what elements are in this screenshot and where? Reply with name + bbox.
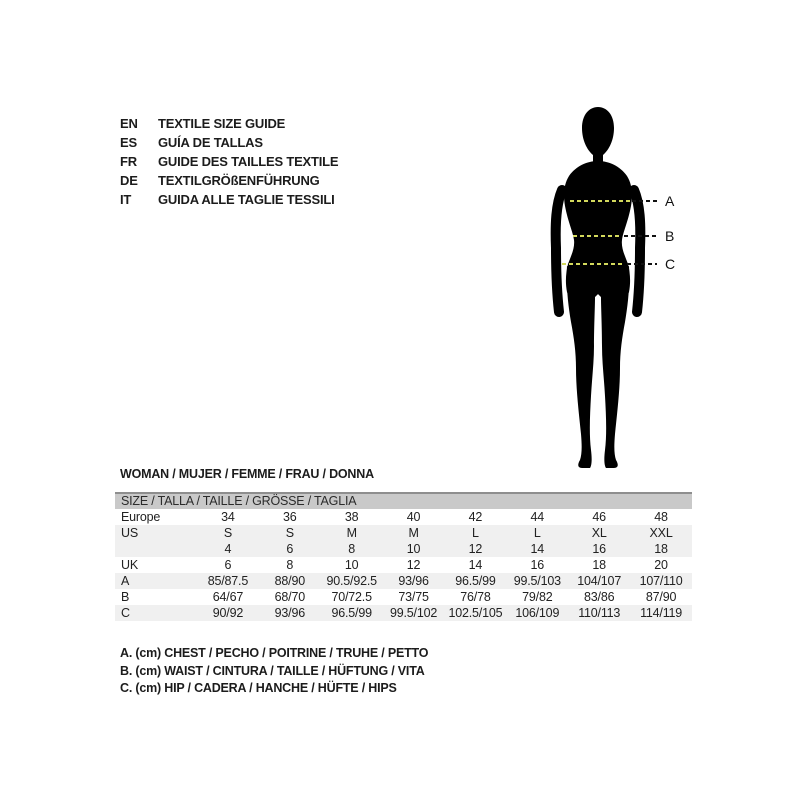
size-value: 93/96 — [274, 606, 305, 620]
size-value: 73/75 — [398, 590, 429, 604]
language-row — [120, 152, 338, 171]
size-table-row-a — [115, 573, 692, 589]
size-value: 90/92 — [212, 606, 244, 620]
language-row — [120, 190, 338, 209]
woman-silhouette — [543, 106, 653, 470]
size-value: XXL — [649, 526, 673, 540]
language-list — [120, 114, 338, 209]
size-value: 16 — [530, 558, 545, 572]
language-title: TEXTILGRÖßENFÜHRUNG — [158, 173, 320, 188]
row-label: C — [121, 606, 130, 620]
size-value: 12 — [406, 558, 421, 572]
size-value: 96.5/99 — [331, 606, 372, 620]
row-label: UK — [121, 558, 138, 572]
size-table-row-c — [115, 605, 692, 621]
size-value: 42 — [468, 510, 483, 524]
size-value: 6 — [286, 542, 294, 556]
size-value: S — [223, 526, 232, 540]
size-table-body — [115, 509, 692, 621]
size-table — [115, 492, 692, 621]
measurement-note: A. (cm) CHEST / PECHO / POITRINE / TRUHE / PETTO — [120, 646, 429, 660]
measure-line-b-extension — [624, 235, 657, 237]
size-value: 70/72.5 — [331, 590, 372, 604]
size-value: 87/90 — [645, 590, 677, 604]
size-value: 8 — [348, 542, 356, 556]
size-value: 110/113 — [578, 606, 621, 620]
language-title: GUIDA ALLE TAGLIE TESSILI — [158, 192, 335, 207]
measure-line-b-body — [573, 235, 622, 237]
gender-heading: WOMAN / MUJER / FEMME / FRAU / DONNA — [120, 467, 374, 481]
language-code: ES — [120, 135, 137, 150]
size-value: XL — [591, 526, 607, 540]
measure-label-a: A — [665, 193, 675, 209]
size-value: 14 — [468, 558, 483, 572]
size-value: 18 — [654, 542, 668, 556]
size-value: M — [408, 526, 419, 540]
row-label — [115, 541, 197, 557]
size-value: 8 — [286, 558, 294, 572]
size-value: 18 — [592, 558, 606, 572]
size-value: 64/67 — [212, 590, 244, 604]
size-value: 38 — [344, 510, 359, 524]
size-value: 85/87.5 — [207, 574, 249, 588]
size-table-row-us — [115, 525, 692, 541]
row-label: B — [121, 590, 130, 604]
size-table-row-europe — [115, 509, 692, 525]
measure-label-c: C — [665, 256, 675, 272]
size-table-header: SIZE / TALLA / TAILLE / GRÖSSE / TAGLIA — [115, 492, 692, 509]
size-value: 16 — [592, 542, 606, 556]
measure-line-c-body — [562, 263, 625, 265]
size-value: 106/109 — [515, 606, 560, 620]
size-value: 99.5/103 — [513, 574, 561, 588]
size-value: 114/119 — [640, 606, 683, 620]
size-value: 90.5/92.5 — [326, 574, 377, 588]
size-table-row-b — [115, 589, 692, 605]
size-value: 44 — [530, 510, 545, 524]
row-label: Europe — [121, 510, 161, 524]
size-value: 99.5/102 — [390, 606, 438, 620]
row-label: US — [121, 526, 138, 540]
language-code: IT — [120, 192, 132, 207]
language-row — [120, 114, 338, 133]
language-code: EN — [120, 116, 138, 131]
size-value: 79/82 — [522, 590, 553, 604]
size-value: S — [285, 526, 294, 540]
size-value: 46 — [592, 510, 606, 524]
language-title: TEXTILE SIZE GUIDE — [158, 116, 286, 131]
size-value: 107/110 — [639, 574, 683, 588]
size-value: 40 — [406, 510, 421, 524]
size-value: 83/86 — [584, 590, 615, 604]
size-value: 76/78 — [460, 590, 491, 604]
size-value: 96.5/99 — [455, 574, 496, 588]
size-table-row-us-numeric — [115, 541, 692, 557]
measurement-note: B. (cm) WAIST / CINTURA / TAILLE / HÜFTUNG / VITA — [120, 663, 425, 678]
language-title: GUIDE DES TAILLES TEXTILE — [158, 154, 339, 169]
size-value: 6 — [224, 558, 232, 572]
measure-line-a-extension — [632, 200, 657, 202]
measurement-note: C. (cm) HIP / CADERA / HANCHE / HÜFTE / HIPS — [120, 681, 397, 695]
size-value: L — [472, 526, 479, 540]
language-row — [120, 171, 338, 190]
size-value: 93/96 — [398, 574, 429, 588]
size-value: 14 — [530, 542, 545, 556]
measurement-notes — [120, 645, 428, 698]
size-value: L — [533, 526, 541, 540]
size-value: 12 — [468, 542, 483, 556]
size-value: 88/90 — [274, 574, 305, 588]
size-value: 10 — [344, 558, 359, 572]
size-value: 104/107 — [577, 574, 622, 588]
size-value: M — [346, 526, 357, 540]
size-value: 10 — [406, 542, 421, 556]
size-value: 48 — [654, 510, 668, 524]
measure-line-c-extension — [627, 263, 657, 265]
size-value: 34 — [221, 510, 235, 524]
size-value: 20 — [654, 558, 668, 572]
language-code: DE — [120, 173, 138, 188]
language-row — [120, 133, 338, 152]
measure-line-a-body — [570, 200, 630, 202]
size-value: 4 — [224, 542, 232, 556]
language-code: FR — [120, 154, 137, 169]
size-value: 102.5/105 — [448, 606, 503, 620]
language-title: GUÍA DE TALLAS — [158, 135, 263, 150]
size-value: 36 — [283, 510, 297, 524]
row-label: A — [121, 574, 130, 588]
measure-label-b: B — [665, 228, 675, 244]
size-value: 68/70 — [274, 590, 305, 604]
size-table-row-uk — [115, 557, 692, 573]
